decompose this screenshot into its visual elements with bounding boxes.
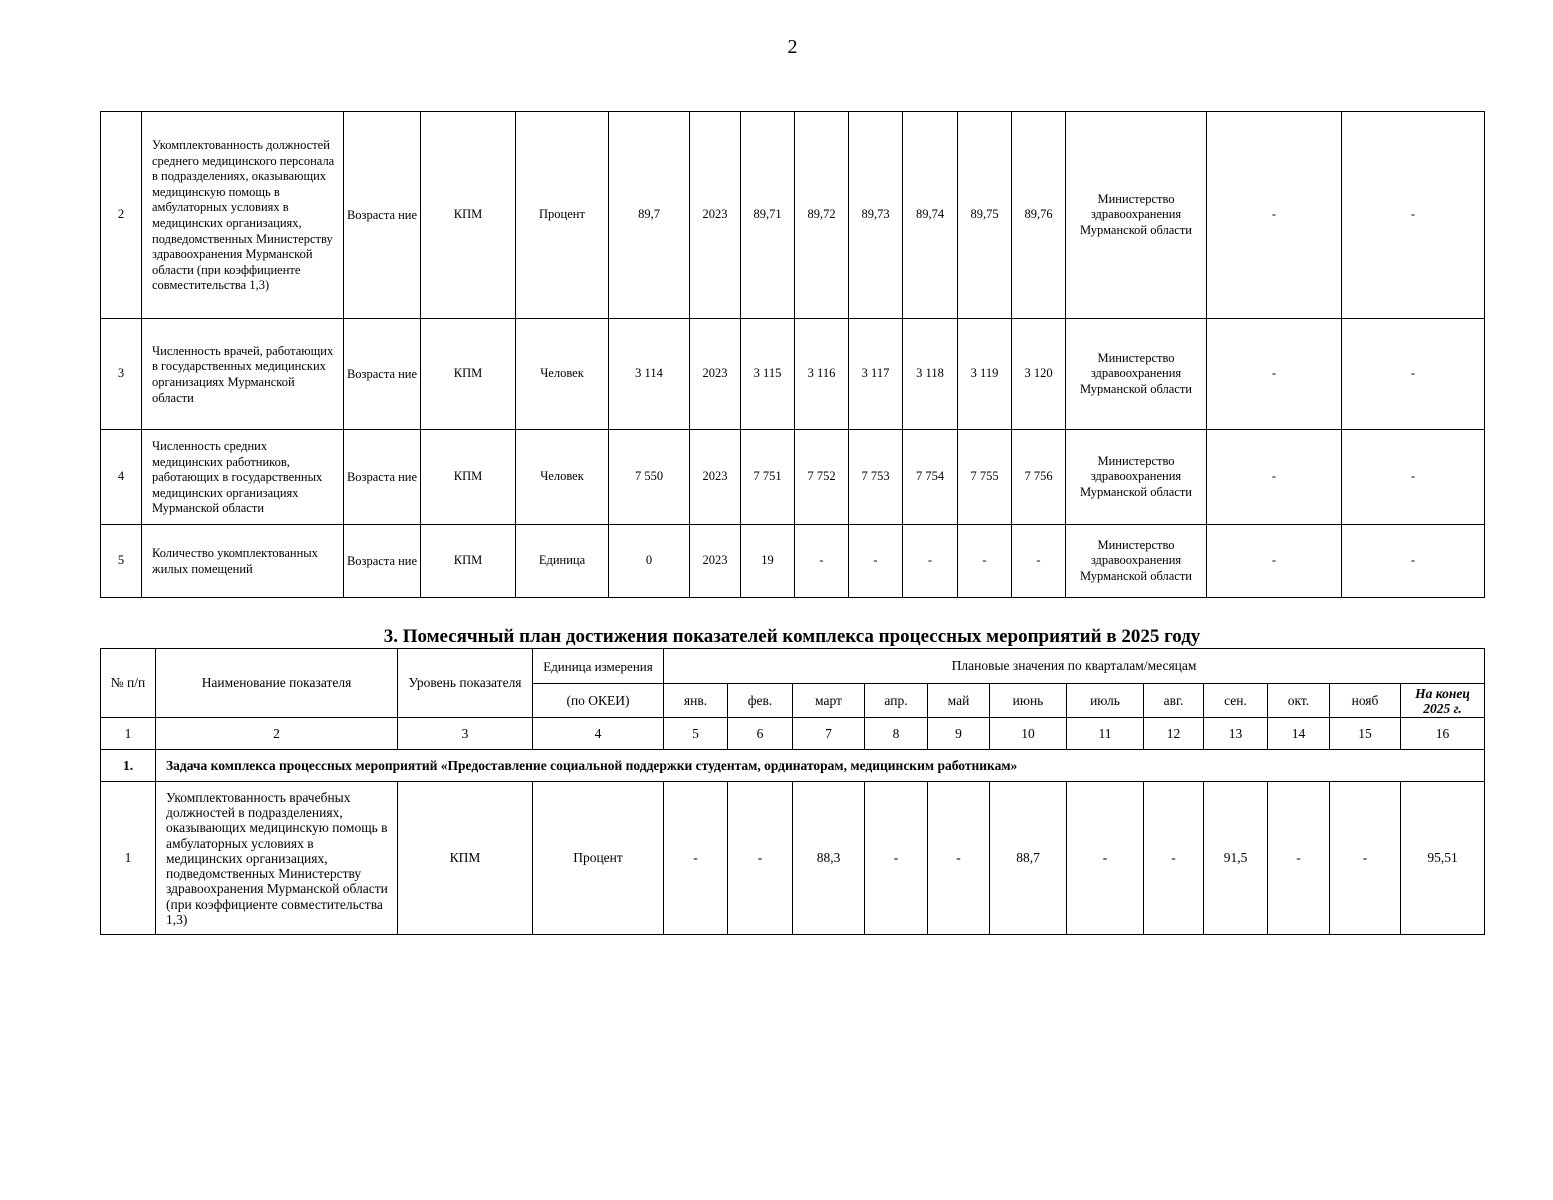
table-row <box>101 112 1485 319</box>
dash-cell: - <box>1342 430 1485 525</box>
month-value: - <box>1067 782 1144 935</box>
value-cell: 3 120 <box>1012 319 1066 430</box>
base-value-cell: 3 114 <box>609 319 690 430</box>
column-number: 10 <box>990 718 1067 750</box>
header-month: янв. <box>664 684 728 718</box>
unit-cell: Единица <box>516 525 609 598</box>
base-value-cell: 89,7 <box>609 112 690 319</box>
value-cell: 3 117 <box>849 319 903 430</box>
table-row <box>101 430 1485 525</box>
column-number: 6 <box>728 718 793 750</box>
column-number: 13 <box>1204 718 1268 750</box>
end-of-year-value: 95,51 <box>1401 782 1485 935</box>
header-month: июнь <box>990 684 1067 718</box>
column-number: 3 <box>398 718 533 750</box>
indicator-name: Численность врачей, работающих в государственных медицинских организациях Мурманской области <box>142 319 344 430</box>
row-number: 4 <box>101 430 142 525</box>
header-unit: Единица измерения <box>533 649 664 684</box>
value-cell: 89,74 <box>903 112 958 319</box>
value-cell: 3 115 <box>741 319 795 430</box>
value-cell: - <box>1012 525 1066 598</box>
header-month: авг. <box>1144 684 1204 718</box>
value-cell: - <box>903 525 958 598</box>
month-value: 88,7 <box>990 782 1067 935</box>
header-level: Уровень показателя <box>398 649 533 718</box>
header-end-of-year: На конец 2025 г. <box>1401 684 1485 718</box>
value-cell: 89,76 <box>1012 112 1066 319</box>
table-row <box>101 525 1485 598</box>
level-cell: КПМ <box>421 430 516 525</box>
header-month: сен. <box>1204 684 1268 718</box>
value-cell: 3 116 <box>795 319 849 430</box>
month-value: - <box>1144 782 1204 935</box>
value-cell: 19 <box>741 525 795 598</box>
header-month: май <box>928 684 990 718</box>
header-name: Наименование показателя <box>156 649 398 718</box>
responsible-cell: Министерство здравоохранения Мурманской области <box>1066 525 1207 598</box>
dash-cell: - <box>1342 319 1485 430</box>
indicator-name: Количество укомплектованных жилых помещений <box>142 525 344 598</box>
task-number: 1. <box>101 750 156 782</box>
value-cell: 89,72 <box>795 112 849 319</box>
column-number: 16 <box>1401 718 1485 750</box>
level-cell: КПМ <box>421 525 516 598</box>
header-month: фев. <box>728 684 793 718</box>
value-cell: 89,73 <box>849 112 903 319</box>
responsible-cell: Министерство здравоохранения Мурманской области <box>1066 319 1207 430</box>
row-number: 1 <box>101 782 156 935</box>
value-cell: 7 756 <box>1012 430 1066 525</box>
month-value: - <box>664 782 728 935</box>
level-cell: КПМ <box>398 782 533 935</box>
value-cell: 3 118 <box>903 319 958 430</box>
month-value: 88,3 <box>793 782 865 935</box>
column-number: 5 <box>664 718 728 750</box>
column-number: 8 <box>865 718 928 750</box>
section-title: 3. Помесячный план достижения показателей комплекса процессных мероприятий в 2025 году <box>383 626 1201 647</box>
column-number: 1 <box>101 718 156 750</box>
value-cell: - <box>958 525 1012 598</box>
value-cell: 7 755 <box>958 430 1012 525</box>
unit-cell: Процент <box>533 782 664 935</box>
month-value: - <box>728 782 793 935</box>
dash-cell: - <box>1342 112 1485 319</box>
value-cell: 89,75 <box>958 112 1012 319</box>
row-number: 2 <box>101 112 142 319</box>
column-number: 7 <box>793 718 865 750</box>
unit-cell: Процент <box>516 112 609 319</box>
row-number: 3 <box>101 319 142 430</box>
header-month: окт. <box>1268 684 1330 718</box>
page-number: 2 <box>787 36 798 58</box>
header-planned: Плановые значения по кварталам/месяцам <box>664 649 1485 684</box>
indicator-name: Численность средних медицинских работников, работающих в государственных медицинских организациях Мурманской области <box>142 430 344 525</box>
base-year-cell: 2023 <box>690 525 741 598</box>
base-year-cell: 2023 <box>690 112 741 319</box>
trend-cell: Возраста ние <box>344 112 421 319</box>
responsible-cell: Министерство здравоохранения Мурманской области <box>1066 112 1207 319</box>
task-title: Задача комплекса процессных мероприятий «Предоставление социальной поддержки студентам, ординаторам, медицинским работникам» <box>156 750 1485 782</box>
column-number: 4 <box>533 718 664 750</box>
month-value: - <box>928 782 990 935</box>
column-number: 15 <box>1330 718 1401 750</box>
value-cell: 7 751 <box>741 430 795 525</box>
level-cell: КПМ <box>421 319 516 430</box>
trend-cell: Возраста ние <box>344 319 421 430</box>
column-number: 9 <box>928 718 990 750</box>
base-value-cell: 0 <box>609 525 690 598</box>
month-value: - <box>1268 782 1330 935</box>
month-value: - <box>865 782 928 935</box>
indicators-table <box>100 111 1485 598</box>
trend-cell: Возраста ние <box>344 430 421 525</box>
header-month: март <box>793 684 865 718</box>
monthly-plan-table <box>100 648 1485 935</box>
column-numbers-row <box>101 718 1485 750</box>
value-cell: 7 754 <box>903 430 958 525</box>
header-okei: (по ОКЕИ) <box>533 684 664 718</box>
task-row <box>101 750 1485 782</box>
responsible-cell: Министерство здравоохранения Мурманской области <box>1066 430 1207 525</box>
dash-cell: - <box>1342 525 1485 598</box>
header-month: июль <box>1067 684 1144 718</box>
month-value: 91,5 <box>1204 782 1268 935</box>
indicator-name: Укомплектованность должностей среднего медицинского персонала в подразделениях, оказывающих медицинскую помощь в амбулаторных условиях в медицинских организациях, подведомственных Министерству здравоохранения Мурманской области (при коэффициенте совместительства 1,3) <box>142 112 344 319</box>
header-num: № п/п <box>101 649 156 718</box>
header-row <box>101 649 1485 684</box>
column-number: 12 <box>1144 718 1204 750</box>
header-month: нояб <box>1330 684 1401 718</box>
dash-cell: - <box>1207 319 1342 430</box>
unit-cell: Человек <box>516 319 609 430</box>
indicator-name: Укомплектованность врачебных должностей в подразделениях, оказывающих медицинскую помощь в амбулаторных условиях в медицинских организациях, подведомственных Министерству здравоохранения Мурманской области (при коэффициенте совместительства 1,3) <box>156 782 398 935</box>
trend-cell: Возраста ние <box>344 525 421 598</box>
value-cell: - <box>795 525 849 598</box>
value-cell: 89,71 <box>741 112 795 319</box>
level-cell: КПМ <box>421 112 516 319</box>
column-number: 11 <box>1067 718 1144 750</box>
column-number: 2 <box>156 718 398 750</box>
dash-cell: - <box>1207 112 1342 319</box>
dash-cell: - <box>1207 525 1342 598</box>
base-year-cell: 2023 <box>690 430 741 525</box>
column-number: 14 <box>1268 718 1330 750</box>
dash-cell: - <box>1207 430 1342 525</box>
value-cell: 3 119 <box>958 319 1012 430</box>
month-value: - <box>1330 782 1401 935</box>
header-month: апр. <box>865 684 928 718</box>
table-row <box>101 319 1485 430</box>
value-cell: - <box>849 525 903 598</box>
row-number: 5 <box>101 525 142 598</box>
base-year-cell: 2023 <box>690 319 741 430</box>
base-value-cell: 7 550 <box>609 430 690 525</box>
value-cell: 7 752 <box>795 430 849 525</box>
unit-cell: Человек <box>516 430 609 525</box>
value-cell: 7 753 <box>849 430 903 525</box>
table-row <box>101 782 1485 935</box>
